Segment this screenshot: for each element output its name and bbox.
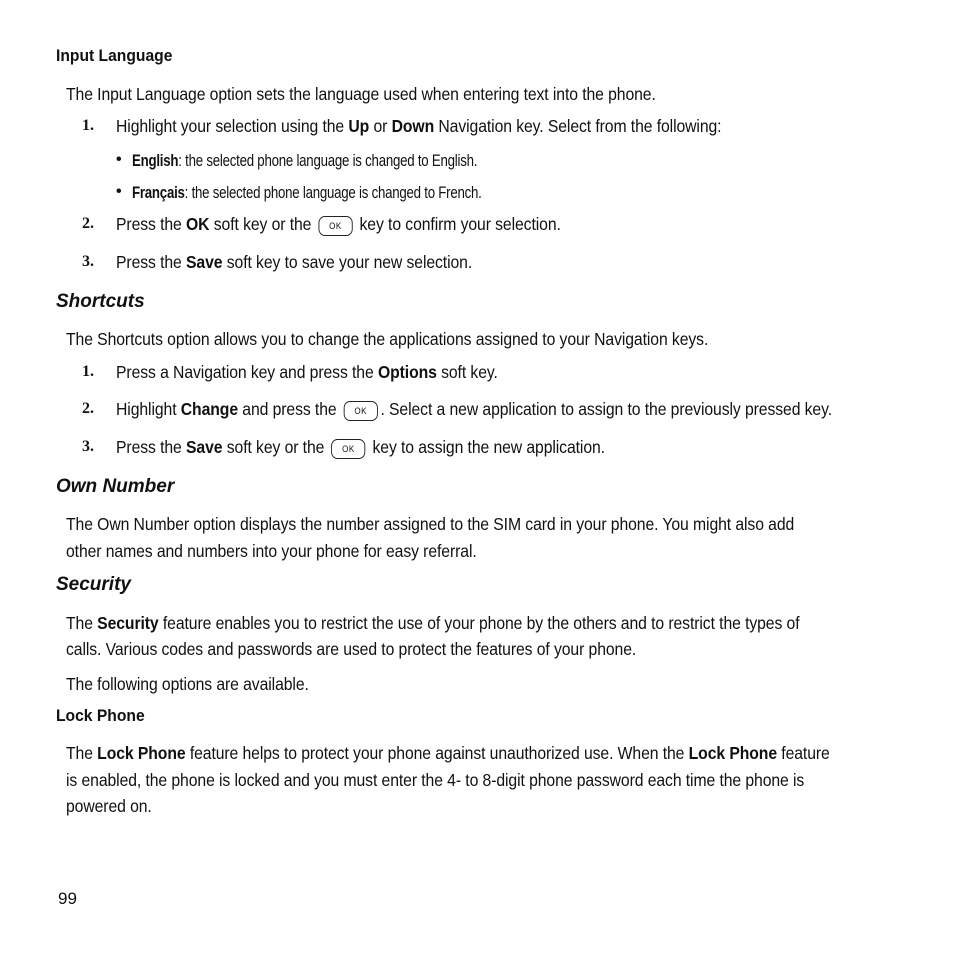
step-number: 2. <box>82 215 94 232</box>
step-number: 1. <box>82 117 94 134</box>
paragraph-lock-phone-line2: is enabled, the phone is locked and you must enter the 4- to 8-digit phone password each time the phone is <box>66 770 805 790</box>
paragraph-security-options: The following options are available. <box>66 674 309 694</box>
paragraph-shortcuts-intro: The Shortcuts option allows you to change the applications assigned to your Navigation keys. <box>66 329 709 349</box>
bullet-icon: • <box>116 183 122 200</box>
paragraph-security-line2: calls. Various codes and passwords are used to protect the features of your phone. <box>66 639 637 659</box>
page-number: 99 <box>58 889 77 908</box>
step-text: Press the OK soft key or the OK key to confirm your selection. <box>116 214 561 234</box>
bullet-icon: • <box>116 151 122 168</box>
paragraph-security-line1: The Security feature enables you to restrict the use of your phone by the others and to restrict the types of <box>66 613 800 633</box>
step-text: Highlight your selection using the Up or Down Navigation key. Select from the following: <box>116 116 722 136</box>
heading-lock-phone: Lock Phone <box>56 706 145 725</box>
step-text: Press a Navigation key and press the Options soft key. <box>116 362 498 382</box>
step-text: Highlight Change and press the OK . Select a new application to assign to the previously pressed key. <box>116 399 833 419</box>
step-number: 2. <box>82 400 94 417</box>
paragraph-input-language-intro: The Input Language option sets the language used when entering text into the phone. <box>66 84 656 104</box>
heading-security: Security <box>56 574 131 595</box>
step-text: Press the Save soft key or the OK key to assign the new application. <box>116 437 605 457</box>
paragraph-own-number-line1: The Own Number option displays the number assigned to the SIM card in your phone. You might also add <box>66 514 795 534</box>
bullet-item-english: English: the selected phone language is changed to English. <box>132 151 478 170</box>
heading-shortcuts: Shortcuts <box>56 291 145 312</box>
step-number: 3. <box>82 253 94 270</box>
ok-key-icon: OK <box>331 439 365 459</box>
step-text: Press the Save soft key to save your new selection. <box>116 252 473 272</box>
heading-own-number: Own Number <box>56 476 175 497</box>
step-number: 3. <box>82 438 94 455</box>
paragraph-own-number-line2: other names and numbers into your phone for easy referral. <box>66 541 477 561</box>
ok-key-icon: OK <box>344 401 378 421</box>
step-number: 1. <box>82 363 94 380</box>
ok-key-icon: OK <box>318 216 352 236</box>
paragraph-lock-phone-line1: The Lock Phone feature helps to protect your phone against unauthorized use. When the Lock Phone feature <box>66 743 830 763</box>
heading-input-language: Input Language <box>56 46 173 65</box>
bullet-item-francais: Français: the selected phone language is changed to French. <box>132 183 482 202</box>
paragraph-lock-phone-line3: powered on. <box>66 796 152 816</box>
